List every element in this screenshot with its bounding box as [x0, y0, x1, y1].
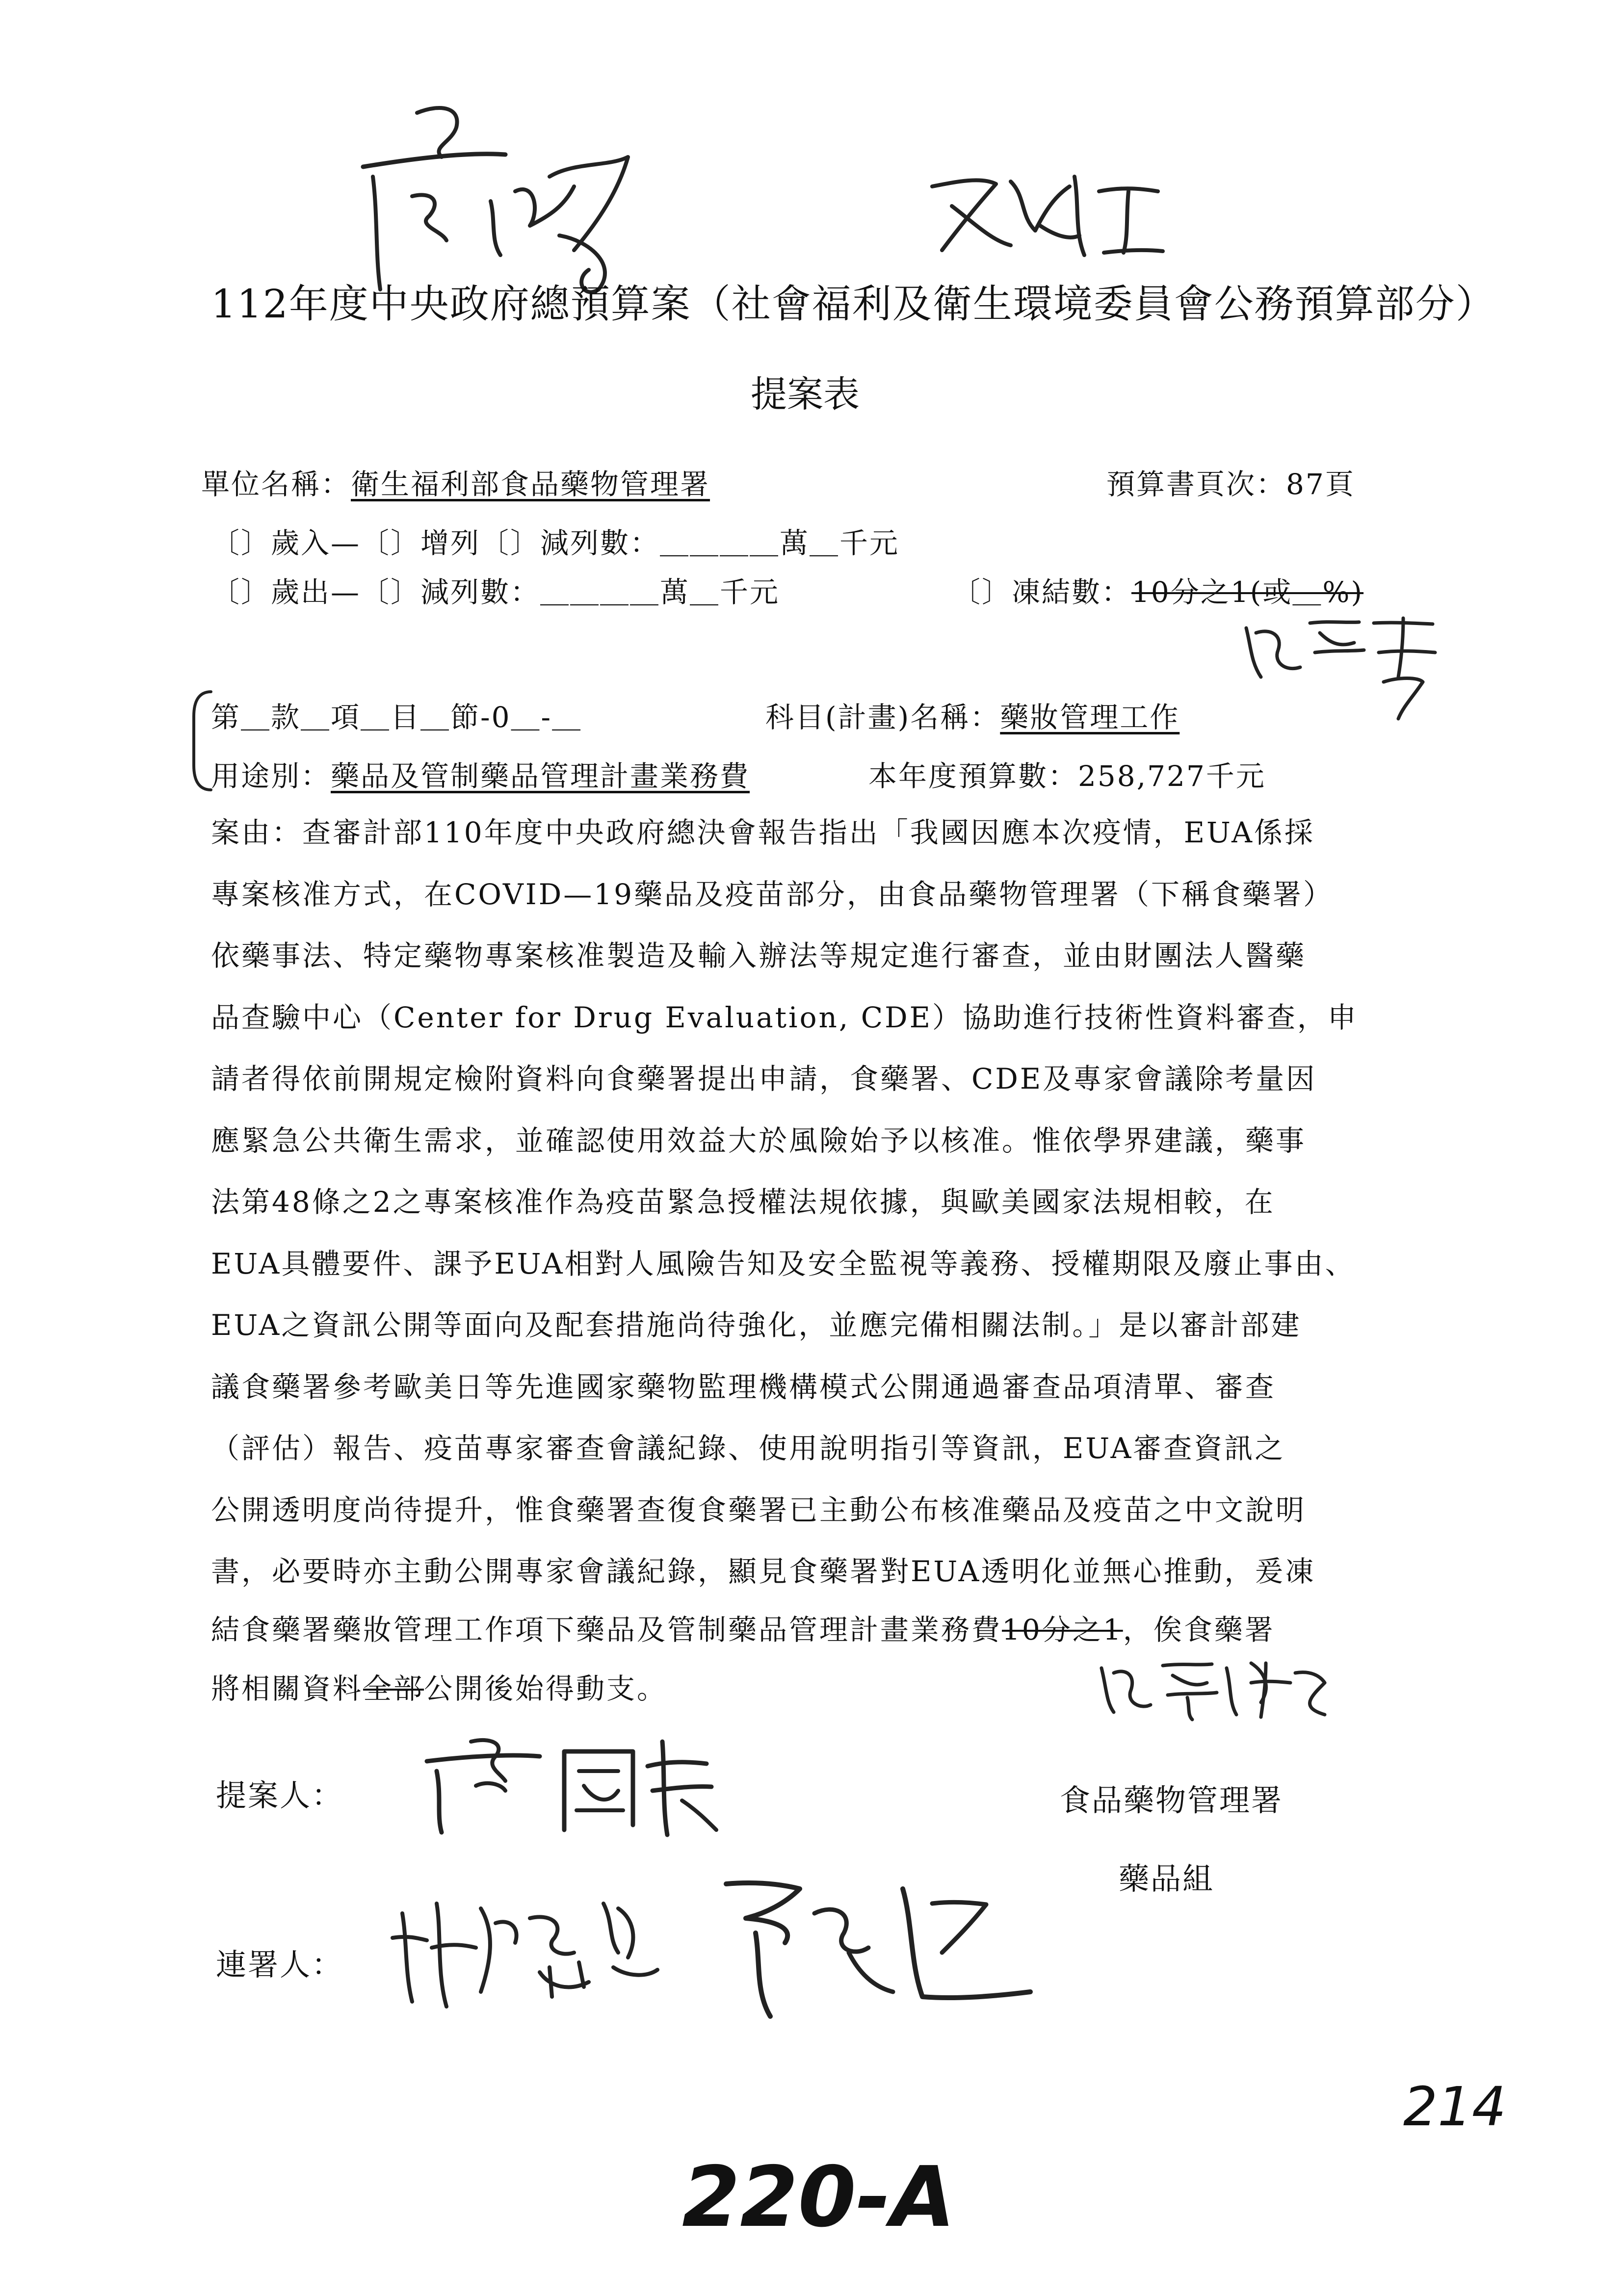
body-line-6: 應緊急公共衛生需求，並確認使用效益大於風險始予以核准。惟依學界建議，藥事: [211, 1124, 1307, 1157]
cosigner-signatures: [383, 1874, 1060, 2021]
body-line-9: EUA之資訊公開等面向及配套措施尚待強化，並應完備相關法制。」是以審計部建: [211, 1308, 1302, 1342]
handwritten-freeze-amount: [1236, 608, 1442, 721]
page-number: 214: [1403, 2075, 1506, 2138]
income-line: 〔〕歲入—〔〕增列〔〕減列數：＿＿＿＿萬＿千元: [211, 526, 900, 560]
line14-struck: 10分之1: [1002, 1613, 1123, 1646]
body-line-3: 依藥事法、特定藥物專案核准製造及輸入辦法等規定進行審查，並由財團法人醫藥: [211, 939, 1307, 972]
document-title: 112年度中央政府總預算案（社會福利及衛生環境委員會公務預算部分）: [211, 281, 1496, 327]
proposer-signature: [407, 1732, 721, 1840]
subject-line: [765, 694, 1179, 735]
form-name: 提案表: [751, 373, 860, 416]
line14-suffix: ，俟食藥署: [1123, 1613, 1275, 1646]
handwritten-signature-top-left: [343, 93, 648, 299]
page-ref-unit: 頁: [1325, 468, 1355, 501]
body-line-5: 請者得依前開規定檢附資料向食藥署提出申請，食藥署、CDE及專家會議除考量因: [211, 1062, 1317, 1096]
unit-label: 單位名稱：: [201, 468, 351, 501]
page-ref-value: 87: [1286, 468, 1325, 501]
freeze-struck-amount: 10分之1(或＿%): [1131, 575, 1364, 609]
body-line-10: 議食藥署參考歐美日等先進國家藥物監理機構模式公開通過審查品項清單、審查: [211, 1370, 1276, 1404]
usage-value: 藥品及管制藥品管理計畫業務費: [331, 759, 750, 793]
body-line-8: EUA具體要件、課予EUA相對人風險告知及安全監視等義務、授權期限及廢止事由、: [211, 1247, 1356, 1280]
budget-item-line: [211, 694, 582, 735]
body-line-13: 書，必要時亦主動公開專家會議紀錄，顯見食藥署對EUA透明化並無心推動，爰凍: [211, 1555, 1316, 1588]
unit-value: 衛生福利部食品藥物管理署: [351, 468, 710, 501]
body-line-15: [211, 1666, 667, 1707]
line15-struck: 全部: [363, 1672, 424, 1705]
org-division: 藥品組: [1119, 1861, 1215, 1897]
body-line-4: 品查驗中心（Center for Drug Evaluation, CDE）協助進行技術性資料審查，申: [211, 1001, 1358, 1034]
budget-page-ref: [1106, 461, 1355, 502]
proposer-label: 提案人：: [216, 1777, 344, 1813]
body-line-11: （評估）報告、疫苗專家審查會議紀錄、使用說明指引等資訊，EUA審查資訊之: [211, 1432, 1285, 1465]
handwritten-note-top-right: [922, 167, 1168, 265]
usage-line: [211, 753, 750, 794]
page-ref-label: 預算書頁次：: [1106, 468, 1286, 501]
body-line-14: [211, 1607, 1275, 1648]
body-line-1: 案由：查審計部110年度中央政府總決會報告指出「我國因應本次疫情，EUA係採: [211, 816, 1315, 849]
usage-label: 用途別：: [211, 759, 331, 793]
freeze-line: [952, 569, 1363, 610]
expense-line: 〔〕歲出—〔〕減列數：＿＿＿＿萬＿千元: [211, 575, 780, 609]
org-name: 食品藥物管理署: [1060, 1782, 1283, 1818]
item-codes: 第＿款＿項＿目＿節-0＿-＿: [211, 701, 582, 734]
body-line-7: 法第48條之2之專案核准作為疫苗緊急授權法規依據，與歐美國家法規相較，在: [211, 1185, 1275, 1219]
cosigner-label: 連署人：: [216, 1947, 344, 1983]
subject-label: 科目(計畫)名稱：: [765, 701, 1000, 734]
line14-text: 結食藥署藥妝管理工作項下藥品及管制藥品管理計畫業務費: [211, 1613, 1002, 1646]
line15-text: 將相關資料: [211, 1672, 364, 1705]
subject-value: 藥妝管理工作: [1000, 701, 1180, 734]
page-code: 220-A: [682, 2149, 955, 2246]
handwritten-amount-note: [1094, 1653, 1330, 1722]
body-line-2: 專案核准方式，在COVID—19藥品及疫苗部分，由食品藥物管理署（下稱食藥署）: [211, 878, 1334, 911]
unit-row: [201, 461, 710, 502]
left-bracket: [189, 687, 213, 795]
line15-suffix: 公開後始得動支。: [424, 1672, 668, 1705]
annual-budget: 本年度預算數：258,727千元: [868, 759, 1266, 793]
body-line-12: 公開透明度尚待提升，惟食藥署查復食藥署已主動公布核准藥品及疫苗之中文說明: [211, 1493, 1307, 1527]
freeze-label: 〔〕凍結數：: [952, 575, 1132, 609]
